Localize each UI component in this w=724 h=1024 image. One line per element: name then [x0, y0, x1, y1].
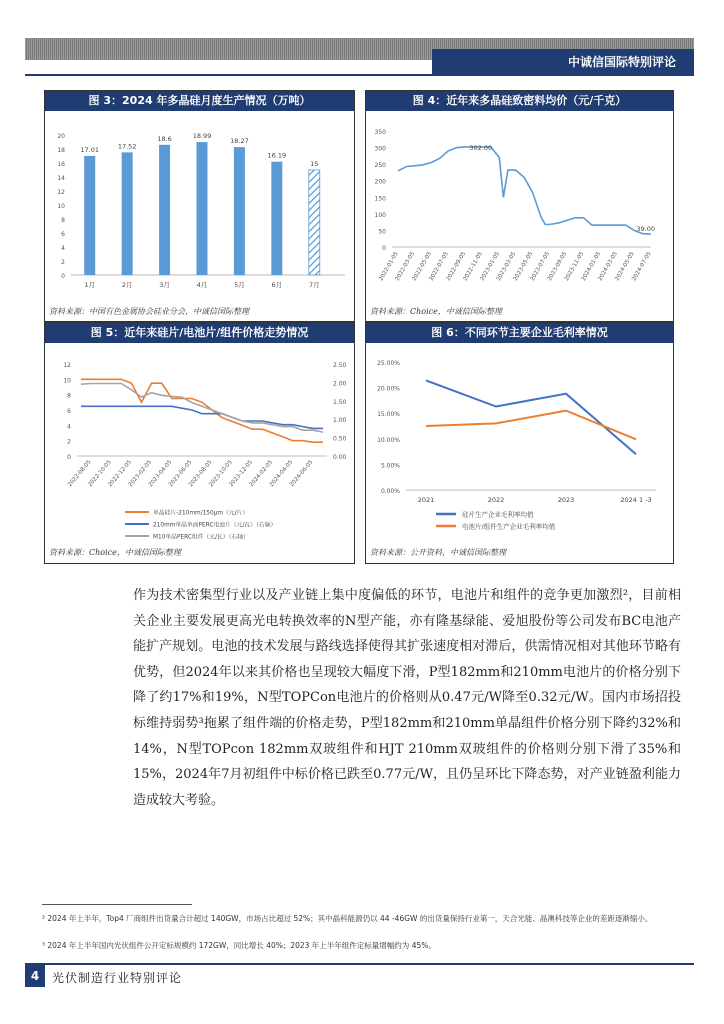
report-brand: 中诚信国际特别评论: [432, 49, 694, 74]
figure-6-chart: [366, 344, 673, 544]
bar: [84, 156, 95, 275]
x-tick-label: 2023-08-05: [188, 459, 214, 489]
y-tick-label: 5.00%: [380, 462, 400, 470]
page-number: 4: [25, 965, 45, 987]
bar: [309, 170, 320, 275]
x-tick-label: 2022-05-05: [411, 251, 434, 283]
y-tick-label: 250: [374, 162, 386, 170]
price-line: [398, 147, 651, 234]
series-line: [81, 406, 323, 428]
y-tick-label: 4: [61, 245, 65, 252]
x-tick-label: 2022-03-05: [394, 251, 417, 283]
bar: [234, 147, 245, 275]
y-tick-label-left: 8: [67, 392, 71, 400]
x-tick-label: 2023-05-05: [512, 251, 535, 283]
figure-5-panel: [44, 322, 355, 564]
y-tick-label: 10.00%: [377, 436, 400, 444]
y-tick-label-right: 0.00: [333, 454, 347, 461]
data-label: 18.27: [230, 137, 249, 146]
series-line: [81, 379, 323, 442]
footer-title: 光伏制造行业特别评论: [52, 971, 183, 985]
y-tick-label-left: 0: [67, 454, 71, 461]
y-tick-label-right: 1.50: [333, 398, 347, 406]
bar: [122, 152, 133, 275]
data-label: 302.00: [469, 143, 493, 152]
y-tick-label: 0.00%: [380, 488, 400, 495]
y-tick-label: 0: [61, 273, 65, 280]
x-tick-label: 2023-04-05: [147, 459, 174, 489]
legend-label: M10单晶PERC组件（元/瓦）（右轴）: [153, 534, 249, 541]
data-label: 39.00: [636, 225, 655, 234]
figure-3-chart: [45, 113, 354, 303]
y-tick-label: 15.00%: [377, 411, 400, 419]
y-tick-label: 100: [374, 211, 386, 219]
x-tick-label: 2022-08-05: [67, 459, 93, 489]
x-tick-label: 5月: [234, 281, 245, 289]
x-tick-label: 2023-09-05: [546, 251, 569, 283]
bar: [159, 145, 170, 275]
figure-4-title: 图 4：近年来多晶硅致密料均价（元/千克）: [366, 91, 673, 111]
x-tick-label: 2023-03-05: [495, 251, 518, 283]
y-tick-label: 6: [61, 231, 65, 238]
y-tick-label: 350: [374, 129, 386, 136]
x-tick-label: 2024 1 -3: [620, 496, 652, 504]
figure-5-source: 资料来源：Choice，中诚信国际整理: [49, 548, 181, 557]
y-tick-label: 10: [57, 203, 65, 210]
figure-3-title: 图 3：2024 年多晶硅月度生产情况（万吨）: [45, 91, 354, 111]
x-tick-label: 2023-02-05: [127, 459, 154, 489]
y-tick-label-left: 10: [63, 377, 71, 385]
x-tick-label: 2023-07-05: [529, 251, 552, 283]
x-tick-label: 2023-06-05: [167, 459, 194, 489]
x-tick-label: 2024-05-05: [614, 251, 636, 283]
x-tick-label: 2022-07-05: [428, 251, 450, 283]
x-tick-label: 2022-01-05: [378, 251, 400, 283]
y-tick-label: 0: [382, 245, 386, 252]
x-tick-label: 2023: [557, 496, 575, 504]
bar: [197, 142, 208, 275]
header-rule: [25, 74, 694, 76]
y-tick-label-left: 4: [67, 423, 71, 431]
y-tick-label: 2: [61, 259, 65, 266]
footnote-3: ³ 2024 年上半年国内光伏组件公开定标规模约 172GW，同比增长 40%；2023 年上半年组件定标量增幅约为 45%。: [42, 941, 436, 950]
x-tick-label: 2023-01-05: [479, 251, 501, 283]
y-tick-label-left: 12: [63, 362, 71, 369]
figure-4-source: 资料来源：Choice，中诚信国际整理: [370, 307, 502, 316]
figure-4-panel: [365, 90, 674, 322]
y-tick-label: 200: [374, 178, 386, 186]
x-tick-label: 2024-03-05: [597, 251, 619, 283]
y-tick-label-left: 6: [67, 408, 71, 415]
y-tick-label: 12: [57, 189, 65, 196]
x-tick-label: 2022-11-05: [462, 251, 485, 283]
x-tick-label: 2024-06-05: [288, 459, 315, 489]
x-tick-label: 2023-12-05: [228, 459, 254, 489]
y-tick-label: 25.00%: [377, 360, 400, 367]
x-tick-label: 4月: [196, 281, 208, 289]
data-label: 17.52: [117, 142, 137, 151]
x-tick-label: 2022-10-05: [87, 459, 113, 489]
data-label: 18.99: [192, 132, 212, 141]
y-tick-label: 20: [57, 133, 65, 140]
x-tick-label: 2023-10-05: [208, 459, 234, 489]
x-tick-label: 2022-09-05: [445, 251, 468, 283]
x-tick-label: 2024-01-05: [580, 251, 603, 283]
y-tick-label: 50: [378, 228, 386, 236]
x-tick-label: 1月: [84, 281, 96, 289]
figure-6-panel: [365, 322, 674, 564]
figure-6-source: 资料来源：公开资料，中诚信国际整理: [370, 548, 506, 557]
data-label: 18.6: [157, 134, 172, 143]
y-tick-label: 8: [61, 217, 65, 224]
y-tick-label-right: 1.00: [333, 417, 347, 425]
series-line: [426, 411, 636, 440]
legend-label: 硅片生产企业毛利率均值: [462, 510, 534, 519]
figure-3-panel: [44, 90, 355, 322]
legend-label: 210mm单晶单面PERC电池片（元/瓦）（右轴）: [153, 522, 277, 529]
x-tick-label: 7月: [308, 281, 320, 289]
x-tick-label: 2024-07-05: [631, 251, 653, 283]
y-tick-label: 16: [57, 161, 65, 168]
data-label: 15: [310, 160, 319, 168]
x-tick-label: 2023-11-05: [563, 251, 586, 283]
figure-3-source: 资料来源：中国有色金属协会硅业分会，中诚信国际整理: [49, 307, 249, 316]
x-tick-label: 3月: [159, 281, 170, 289]
figure-4-chart: [366, 113, 673, 303]
legend-label: 单晶硅片-210mm/150μm（元/片）: [153, 510, 249, 517]
x-tick-label: 2022-12-05: [107, 459, 133, 489]
figure-6-title: 图 6：不同环节主要企业毛利率情况: [366, 323, 673, 343]
y-tick-label-left: 2: [67, 438, 71, 446]
x-tick-label: 2022: [487, 496, 505, 504]
body-paragraph: 作为技术密集型行业以及产业链上集中度偏低的环节，电池片和组件的竞争更加激烈²，目前相关企业主要发展更高光电转换效率的N型产能，亦有隆基绿能、爱旭股份等公司发布BC电池产能扩产规划。电池的技术发展与路线选择使得其扩张速度相对滞后，供需情况相对其他环节略有优势，但2024年以来其价格也呈现较大幅度下滑，P型182mm和210mm电池片的价格分别下降了约17%和19%，N型TOPCon电池片的价格则从0.47元/W降至0.32元/W。国内市场招投标维持弱势³拖累了组件端的价格走势，P型182mm和210mm单晶组件价格分别下降约32%和14%，N型TOPcon 182mm双玻组件和HJT 210mm双玻组件的价格则分别下滑了35%和15%，2024年7月初组件中标价格已跌至0.77元/W，且仍呈环比下降态势，对产业链盈利能力造成较大考验。: [133, 588, 681, 808]
x-tick-label: 2月: [121, 281, 133, 289]
x-tick-label: 6月: [271, 281, 283, 289]
figure-5-chart: [45, 344, 354, 544]
y-tick-label-right: 2.50: [333, 362, 347, 369]
x-tick-label: 2024-04-05: [268, 459, 295, 489]
y-tick-label-right: 2.00: [333, 380, 347, 388]
y-tick-label: 150: [374, 195, 386, 203]
y-tick-label-right: 0.50: [333, 435, 347, 443]
data-label: 16.19: [267, 151, 287, 160]
footnote-2: ² 2024 年上半年，Top4 厂商组件出货量合计超过 140GW，市场占比超过 52%；其中晶科能源仍以 44 -46GW 的出货量保持行业第一，天合光能、晶澳科技等企业的差距逐渐缩小。: [42, 914, 653, 923]
bar: [271, 162, 282, 275]
x-tick-label: 2024-02-05: [248, 459, 275, 489]
y-tick-label: 14: [57, 175, 65, 182]
y-tick-label: 20.00%: [377, 385, 400, 393]
y-tick-label: 18: [57, 147, 65, 154]
data-label: 17.01: [80, 145, 100, 154]
figure-5-title: 图 5：近年来硅片/电池片/组件价格走势情况: [45, 323, 354, 343]
legend-label: 电池片/组件生产企业毛利率均值: [462, 522, 556, 531]
footnote-rule: [42, 904, 192, 905]
y-tick-label: 300: [374, 145, 386, 153]
x-tick-label: 2021: [417, 496, 435, 504]
